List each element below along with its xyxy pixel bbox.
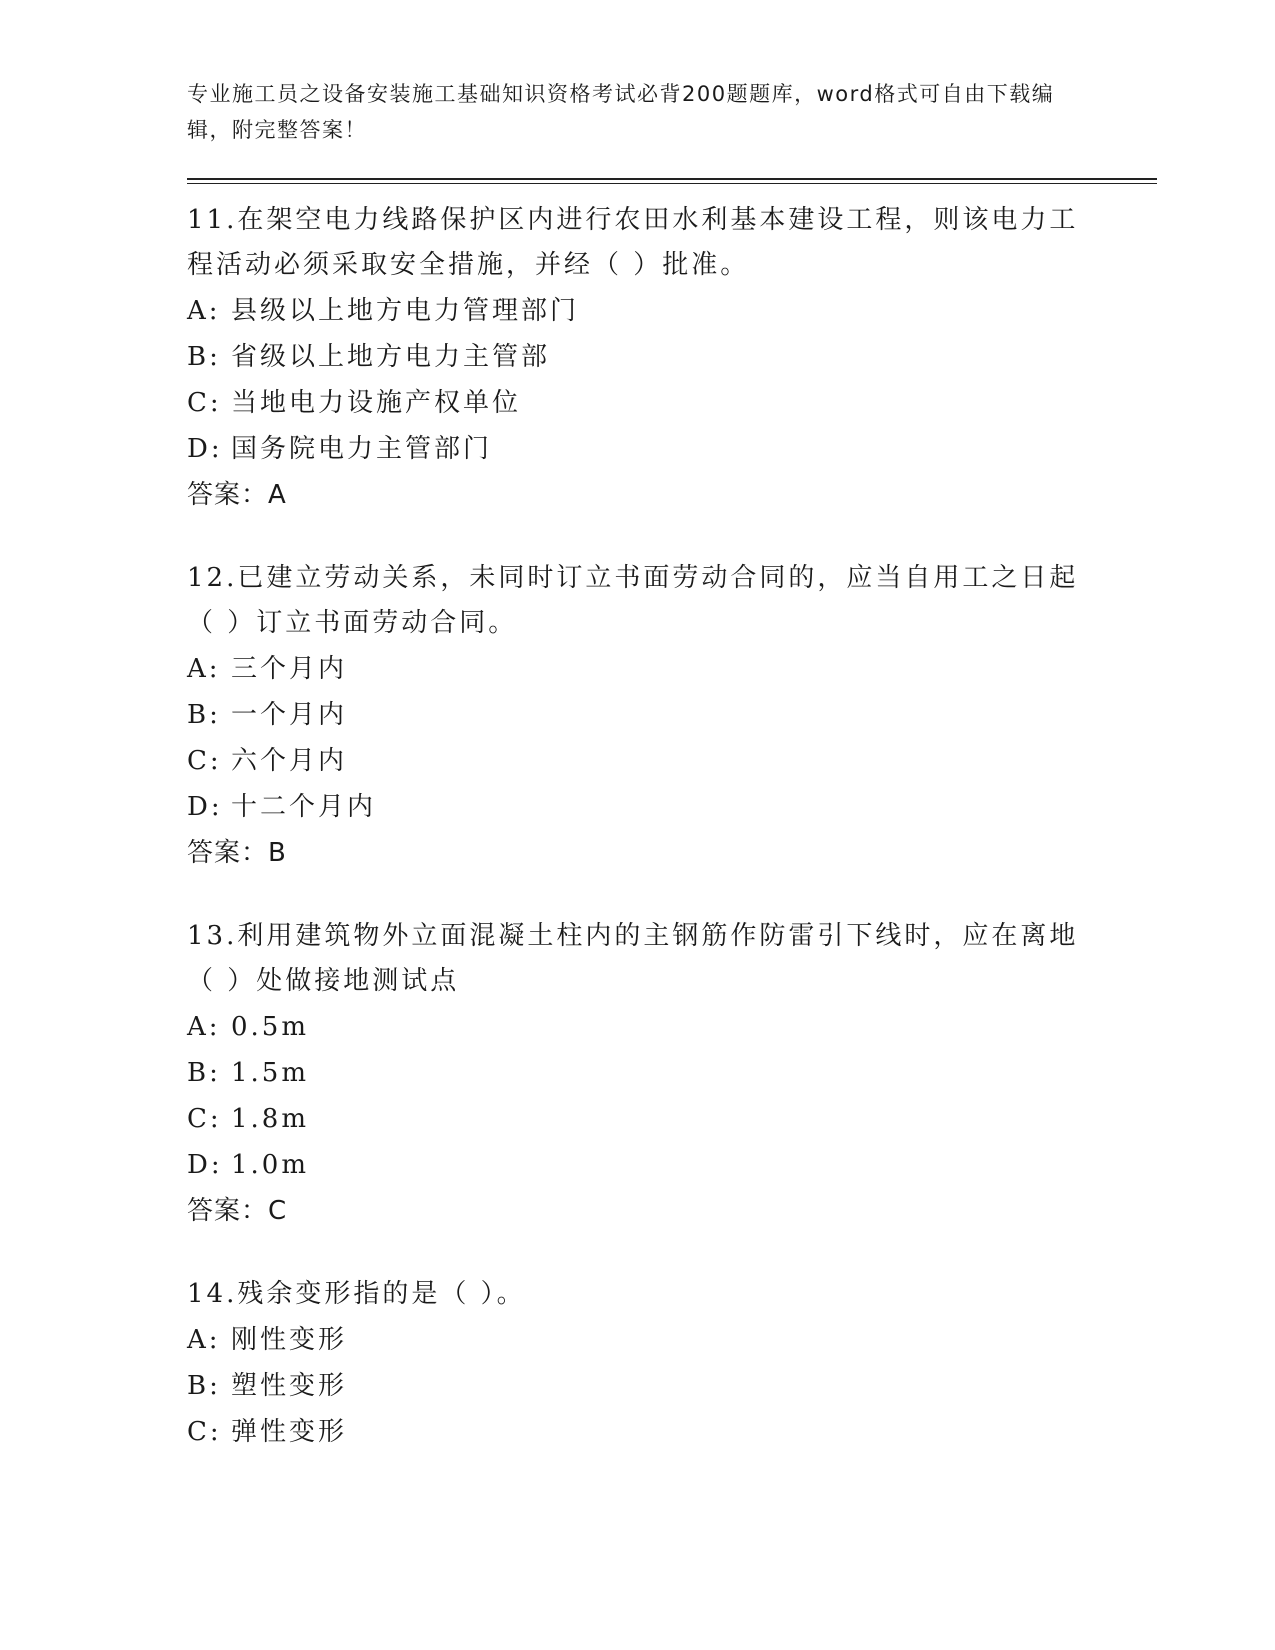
- answer-line: 答案：A: [187, 480, 287, 510]
- question-text: 13.利用建筑物外立面混凝土柱内的主钢筋作防雷引下线时，应在离地（ ）处做接地测试点: [187, 921, 1079, 996]
- option-text: 1.5m: [231, 1058, 310, 1088]
- question-13: [187, 914, 1157, 1234]
- option-text: 县级以上地方电力管理部门: [231, 296, 580, 326]
- question-11: [187, 198, 1157, 518]
- option-text: 三个月内: [231, 654, 348, 684]
- option-text: 国务院电力主管部门: [231, 434, 493, 464]
- option-b: [187, 334, 1157, 380]
- option-letter: C:: [187, 746, 222, 776]
- question-text: 14.残余变形指的是（ ）。: [187, 1279, 526, 1309]
- option-d: [187, 1142, 1157, 1188]
- option-letter: A:: [187, 1325, 221, 1355]
- option-letter: A:: [187, 654, 221, 684]
- option-letter: D:: [187, 792, 223, 822]
- question-text: 11.在架空电力线路保护区内进行农田水利基本建设工程，则该电力工程活动必须采取安全措施，并经（ ）批准。: [187, 205, 1079, 280]
- document-page: [187, 76, 1157, 1455]
- answer-line: 答案：C: [187, 1196, 288, 1226]
- header-divider: [187, 178, 1157, 184]
- option-letter: C:: [187, 1104, 222, 1134]
- option-d: [187, 426, 1157, 472]
- option-text: 当地电力设施产权单位: [231, 388, 522, 418]
- option-text: 省级以上地方电力主管部: [231, 342, 551, 372]
- option-c: [187, 1096, 1157, 1142]
- option-d: [187, 784, 1157, 830]
- question-12: [187, 556, 1157, 876]
- option-b: [187, 692, 1157, 738]
- option-b: [187, 1050, 1157, 1096]
- option-letter: D:: [187, 1150, 223, 1180]
- option-letter: B:: [187, 700, 221, 730]
- option-a: [187, 1004, 1157, 1050]
- option-text: 塑性变形: [231, 1371, 348, 1401]
- answer-line: 答案：B: [187, 838, 287, 868]
- question-text: 12.已建立劳动关系，未同时订立书面劳动合同的，应当自用工之日起（ ）订立书面劳动合同。: [187, 563, 1079, 638]
- option-c: [187, 380, 1157, 426]
- option-letter: B:: [187, 1371, 221, 1401]
- option-b: [187, 1363, 1157, 1409]
- option-text: 六个月内: [231, 746, 348, 776]
- option-letter: B:: [187, 342, 221, 372]
- option-a: [187, 646, 1157, 692]
- option-text: 一个月内: [231, 700, 348, 730]
- option-letter: B:: [187, 1058, 221, 1088]
- option-text: 0.5m: [231, 1012, 310, 1042]
- document-title: 专业施工员之设备安装施工基础知识资格考试必背200题题库，word格式可自由下载编辑，附完整答案！: [187, 82, 1055, 142]
- option-text: 1.0m: [231, 1150, 310, 1180]
- option-a: [187, 1317, 1157, 1363]
- option-text: 1.8m: [231, 1104, 310, 1134]
- option-text: 刚性变形: [231, 1325, 348, 1355]
- option-c: [187, 738, 1157, 784]
- option-a: [187, 288, 1157, 334]
- option-letter: C:: [187, 1417, 222, 1447]
- option-letter: C:: [187, 388, 222, 418]
- option-text: 十二个月内: [231, 792, 377, 822]
- option-letter: A:: [187, 296, 221, 326]
- question-14: [187, 1272, 1157, 1455]
- option-text: 弹性变形: [231, 1417, 348, 1447]
- option-letter: A:: [187, 1012, 221, 1042]
- option-c: [187, 1409, 1157, 1455]
- option-letter: D:: [187, 434, 223, 464]
